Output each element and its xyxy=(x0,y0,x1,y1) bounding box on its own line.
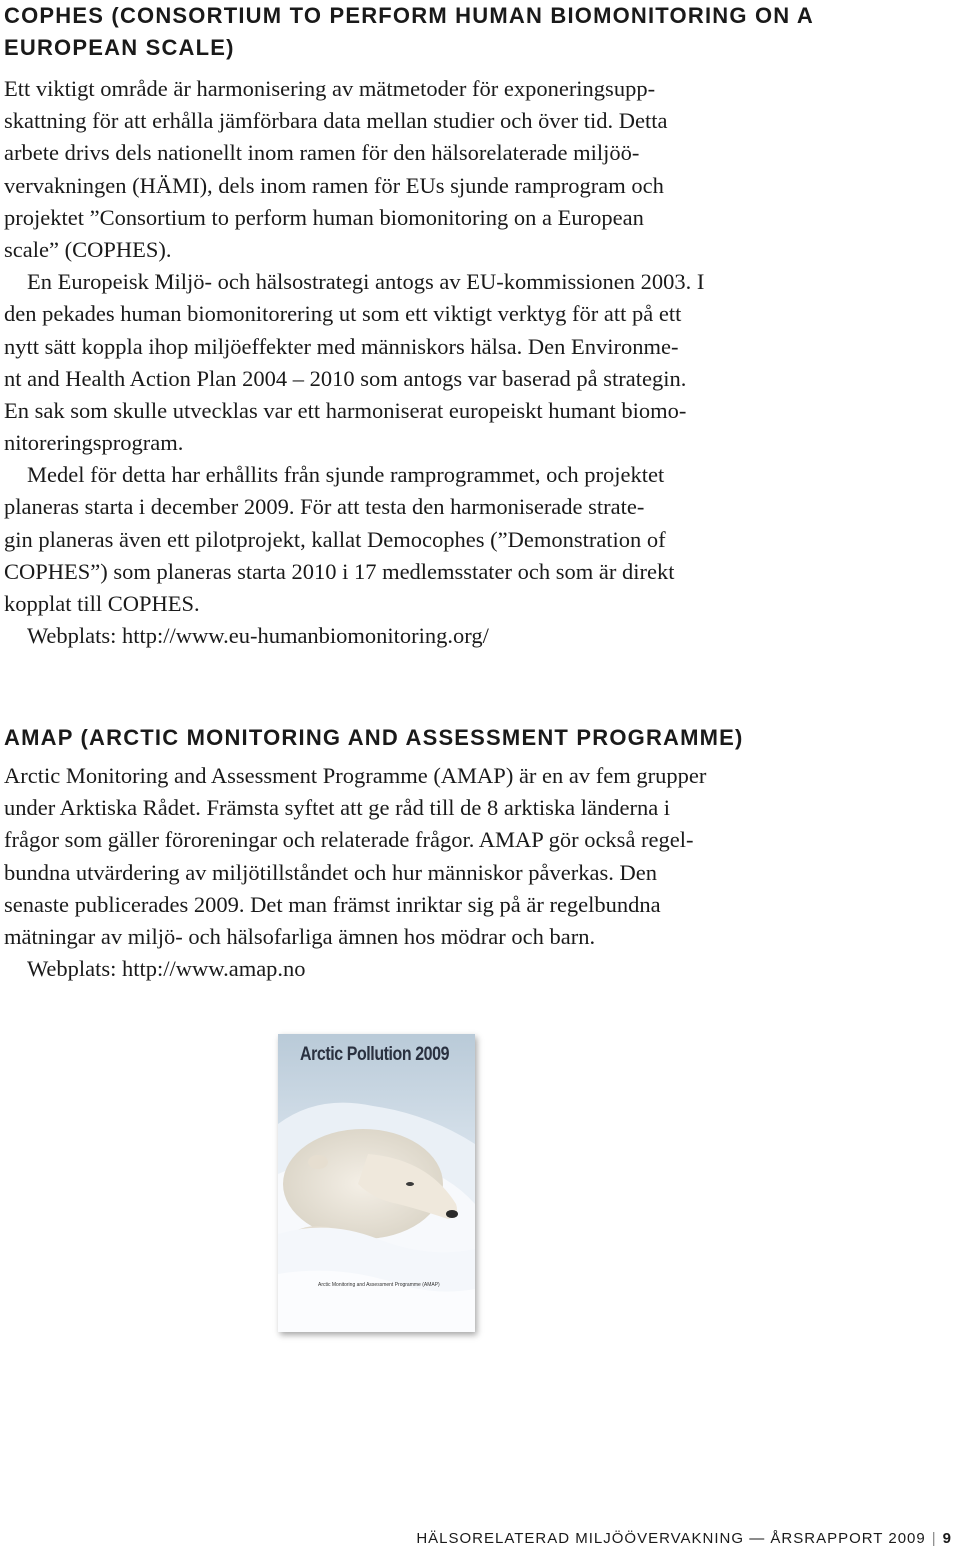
paragraph-line: Arctic Monitoring and Assessment Programme (AMAP) är en av fem grupper xyxy=(4,763,707,788)
paragraph-line: arbete drivs dels nationellt inom ramen för den hälsorelaterade miljöö- xyxy=(4,140,640,166)
paragraph-line: vervakningen (HÄMI), dels inom ramen för EUs sjunde ramprogram och xyxy=(4,172,664,198)
cover-subtitle: Arctic Monitoring and Assessment Programme (AMAP) xyxy=(318,1282,440,1288)
section-body-amap xyxy=(4,760,954,985)
heading-line: EUROPEAN SCALE) xyxy=(4,35,235,60)
paragraph-line: bundna utvärdering av miljötillståndet och hur människor påverkas. Den xyxy=(4,859,657,885)
paragraph-line: mätningar av miljö- och hälsofarliga ämnen hos mödrar och barn. xyxy=(4,923,596,949)
page-footer xyxy=(416,1530,952,1550)
paragraph-line: Ett viktigt område är harmonisering av mätmetoder för exponeringsupp- xyxy=(4,76,656,101)
footer-separator: | xyxy=(931,1530,937,1547)
page-number: 9 xyxy=(942,1530,952,1547)
heading-line: AMAP (ARCTIC MONITORING AND ASSESSMENT PROGRAMME) xyxy=(4,725,744,750)
paragraph-line: En Europeisk Miljö- och hälsostrategi antogs av EU-kommissionen 2003. I xyxy=(27,269,705,295)
paragraph-line: projektet ”Consortium to perform human biomonitoring on a European xyxy=(4,204,644,230)
paragraph-line: COPHES”) som planeras starta 2010 i 17 medlemsstater och som är direkt xyxy=(4,558,675,584)
paragraph-line: gin planeras även ett pilotprojekt, kallat Democophes (”Demonstration of xyxy=(4,526,666,552)
paragraph-line: den pekades human biomonitorering ut som ett viktigt verktyg för att på ett xyxy=(4,301,682,327)
paragraph-line: kopplat till COPHES. xyxy=(4,591,200,616)
report-cover-image xyxy=(278,1034,475,1332)
paragraph-line: nt and Health Action Plan 2004 – 2010 som antogs var baserad på strategin. xyxy=(4,365,687,391)
paragraph-line: skattning för att erhålla jämförbara data mellan studier och över tid. Detta xyxy=(4,108,668,134)
running-title: HÄLSORELATERAD MILJÖÖVERVAKNING — ÅRSRAPPORT 2009 xyxy=(416,1530,926,1547)
paragraph-line: scale” (COPHES). xyxy=(4,236,172,262)
section-body-cophes xyxy=(4,73,954,652)
paragraph-line: frågor som gäller föroreningar och relaterade frågor. AMAP gör också regel- xyxy=(4,827,694,853)
section-heading-cophes xyxy=(4,0,934,64)
paragraph-line: planeras starta i december 2009. För att testa den harmoniserade strate- xyxy=(4,494,645,520)
paragraph-line: En sak som skulle utvecklas var ett harmoniserat europeiskt humant biomo- xyxy=(4,397,687,423)
paragraph-line: senaste publicerades 2009. Det man främst inriktar sig på är regelbundna xyxy=(4,891,661,917)
paragraph-line: nytt sätt koppla ihop miljöeffekter med människors hälsa. Den Environme- xyxy=(4,333,679,359)
paragraph-line: nitoreringsprogram. xyxy=(4,430,184,456)
paragraph-line: Medel för detta har erhållits från sjunde ramprogrammet, och projektet xyxy=(27,462,665,488)
heading-line: COPHES (CONSORTIUM TO PERFORM HUMAN BIOMONITORING ON A xyxy=(4,3,814,28)
web-link-line: Webplats: http://www.eu-humanbiomonitoring.org/ xyxy=(27,623,489,649)
section-heading-amap xyxy=(4,722,934,754)
web-link-line: Webplats: http://www.amap.no xyxy=(27,956,306,982)
cover-title: Arctic Pollution 2009 xyxy=(300,1044,450,1065)
paragraph-line: under Arktiska Rådet. Främsta syftet att ge råd till de 8 arktiska länderna i xyxy=(4,795,671,821)
